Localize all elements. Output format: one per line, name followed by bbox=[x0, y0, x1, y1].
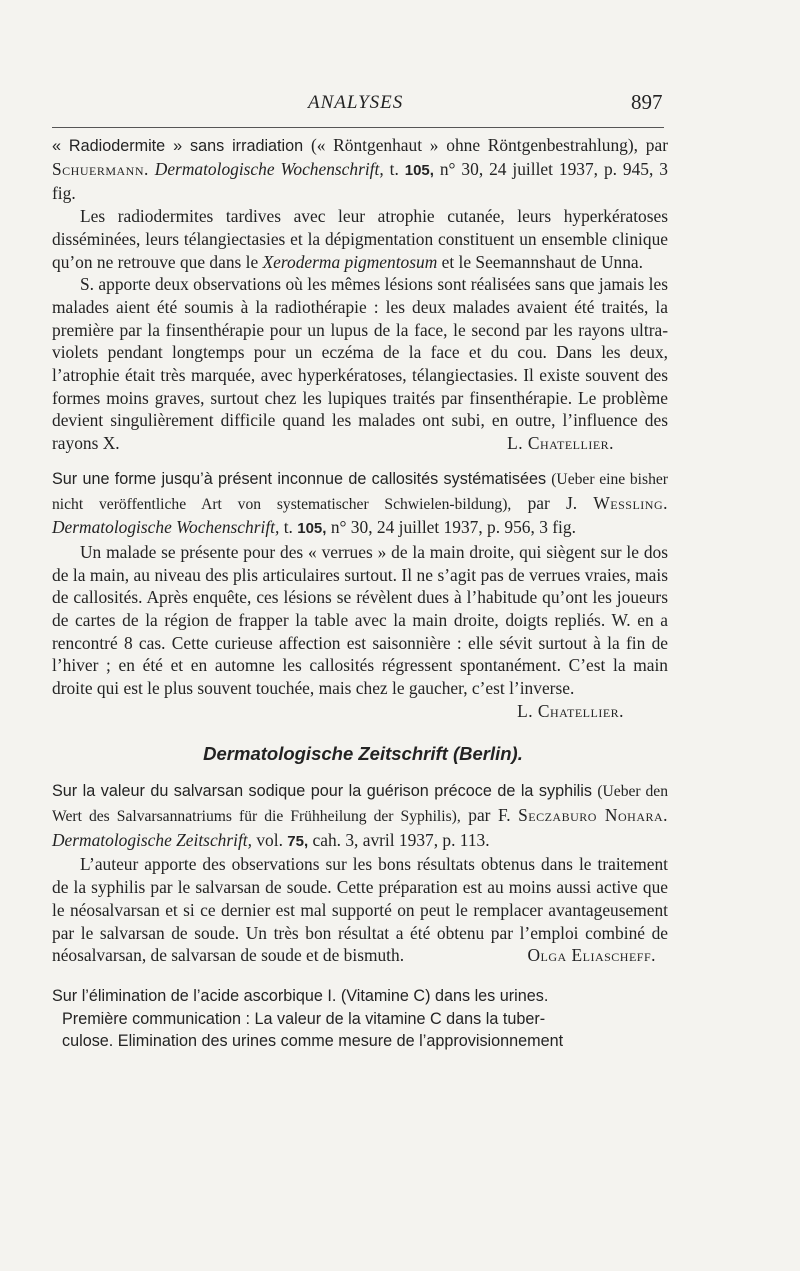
original-title: (« Röntgenhaut » ohne Röntgenbestrahlung), bbox=[310, 135, 639, 155]
paragraph-text: S. apporte deux observations où les mêmes lésions sont réalisées sans que jamais les malades aient été soumis à la radiothérapie : les deux malades avaient été traités, la première par la finsenthérapie pour un lupus de la face, le second par les rayons ultra-violets pendant longtemps pour un eczéma de la face et du cou. Dans les deux, l’atrophie était très marquée, avec hyperkératoses, télangiectasies. Il existe souvent des formes moins graves, surtout chez les lupiques traités par finsenthérapie. Le problème devient singulièrement difficile quand les malades ont subi, en outre, l’influence des rayons X. bbox=[52, 274, 668, 454]
article-paragraph bbox=[52, 273, 668, 455]
journal-name: Dermatologische Zeitschrift, bbox=[52, 829, 252, 850]
article-paragraph bbox=[52, 205, 668, 273]
citation-tail: n° 30, 24 juillet 1937, p. 945, 3 fig. bbox=[52, 158, 668, 204]
volume-prefix: t. bbox=[389, 158, 399, 179]
header-rule bbox=[52, 127, 664, 128]
article-callosites bbox=[52, 467, 668, 723]
article-title-vitamine-c bbox=[52, 985, 668, 1053]
paragraph-tail: et le Seemannshaut de Unna. bbox=[437, 251, 643, 272]
volume-number: 105, bbox=[404, 161, 434, 179]
title-line-1: Sur l’élimination de l’acide ascorbique I. (Vitamine C) dans les urines. bbox=[52, 986, 549, 1005]
article-title: Sur la valeur du salvarsan sodique pour la guérison précoce de la syphilis bbox=[52, 782, 592, 801]
citation-tail: cah. 3, avril 1937, p. 113. bbox=[312, 829, 490, 850]
running-title: ANALYSES bbox=[308, 92, 404, 113]
title-line-3: culose. Elimination des urines comme mesure de l’approvisionnement bbox=[62, 1032, 564, 1051]
author-name: Schuermann. bbox=[52, 158, 149, 179]
citation-tail: n° 30, 24 juillet 1937, p. 956, 3 fig. bbox=[330, 517, 576, 538]
page-number: 897 bbox=[631, 90, 663, 114]
section-heading: Dermatologische Zeitschrift (Berlin). bbox=[203, 742, 523, 764]
article-citation bbox=[52, 134, 668, 205]
journal-name: Dermatologische Wochenschrift, bbox=[52, 517, 280, 538]
article-title: Sur une forme jusqu’à présent inconnue de callosités systématisées bbox=[52, 469, 547, 488]
page-content bbox=[52, 134, 668, 1053]
author-name: Wessling. bbox=[593, 492, 668, 513]
article-radiodermite bbox=[52, 134, 668, 455]
article-salvarsan bbox=[52, 779, 668, 967]
original-title: (Ueber eine bisher nicht veröffentliche Art von systematischer Schwielen-bildung), bbox=[52, 470, 668, 513]
paragraph-text: Les radiodermites tardives avec leur atrophie cutanée, leurs hyperkératoses disséminées, leurs télangiectasies et la dépigmentation constituent un ensemble clinique qu’on ne retrouve que dans le bbox=[52, 206, 668, 272]
paragraph-text: L’auteur apporte des observations sur les bons résultats obtenus dans le traitement de la syphilis par le salvarsan de soude. Cette préparation est au moins aussi active que le néosalvarsan et si ce dernier est mal supporté on peut le remplacer avantageusement par le salvarsan de soude. Un très bon résultat a été obtenu par l’emploi combiné de néosalvarsan, de salvarsan de soude et de bismuth. bbox=[52, 854, 668, 966]
author-prefix: par F. bbox=[468, 804, 511, 825]
volume-number: 75, bbox=[287, 832, 309, 850]
signature: Olga Eliascheff. bbox=[527, 945, 656, 966]
article-paragraph bbox=[52, 541, 668, 721]
paragraph-text: Un malade se présente pour des « verrues » de la main droite, qui siègent sur le dos de la main, au niveau des plis articulaires surtout. Il ne s’agit pas de verrues vraies, mais de callosités. Après enquête, ces lésions se révèlent dues à l’habitude qu’ont les joueurs de cartes de la région de frapper la table avec la main droite, doigts repliés. W. en a rencontré 8 cas. Cette curieuse affection est saisonnière : elle sévit surtout à la fin de l’hiver ; en été et en automne les callosités régressent spontanément. C’est la main droite qui est le plus souvent touchée, mais chez le gaucher, c’est l’inverse. bbox=[52, 541, 668, 699]
title-line-2: Première communication : La valeur de la vitamine C dans la tuber- bbox=[62, 1009, 546, 1028]
article-citation bbox=[52, 779, 668, 853]
signature: L. Chatellier. bbox=[507, 433, 614, 454]
volume-number: 105, bbox=[297, 520, 327, 538]
author-prefix: par bbox=[645, 135, 668, 155]
signature: L. Chatellier. bbox=[517, 700, 624, 721]
original-title: (Ueber den Wert des Salvarsannatriums für die Frühheilung der Syphilis), bbox=[52, 783, 668, 825]
volume-prefix: t. bbox=[283, 517, 293, 538]
running-head bbox=[0, 86, 800, 116]
author-name: Seczaburo Nohara. bbox=[518, 804, 668, 825]
journal-name: Dermatologische Wochenschrift, bbox=[154, 158, 384, 179]
article-citation bbox=[52, 467, 668, 541]
volume-prefix: vol. bbox=[256, 829, 283, 850]
italic-term: Xeroderma pigmentosum bbox=[262, 251, 438, 272]
article-paragraph bbox=[52, 853, 668, 967]
author-prefix: par J. bbox=[527, 492, 578, 513]
article-title: « Radiodermite » sans irradiation bbox=[52, 137, 304, 155]
